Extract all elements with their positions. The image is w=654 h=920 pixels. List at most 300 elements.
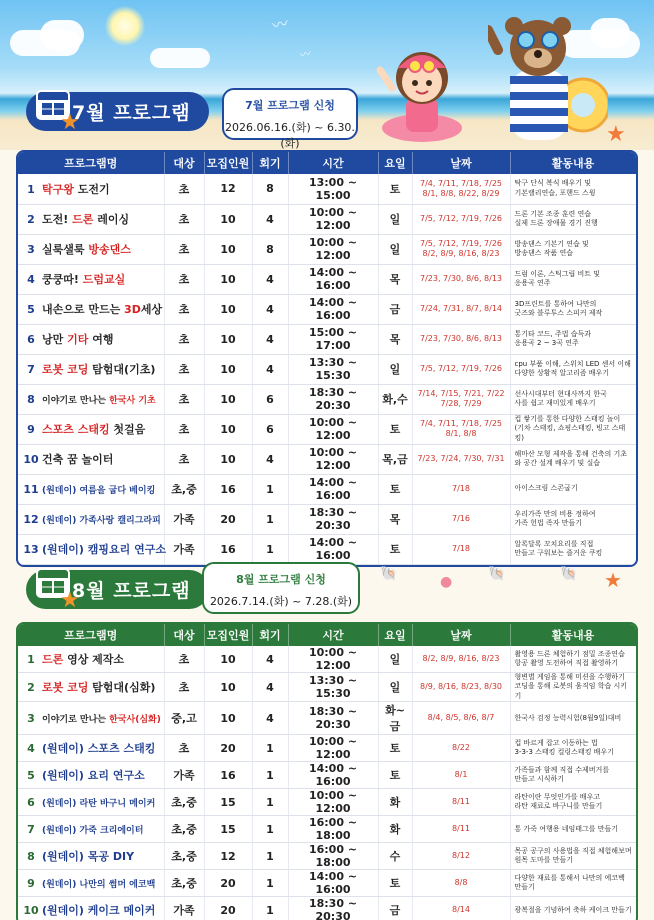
- activity-cell: 해마산 모형 제작을 통해 건축의 기초 와 공간 설계 배우기 및 실습: [510, 444, 636, 474]
- quota-cell: 10: [204, 444, 252, 474]
- activity-cell: 아이스크림 스콘굽기: [510, 474, 636, 504]
- time-cell: 14:00 ~ 16:00: [288, 264, 378, 294]
- seagull-icon: 〰: [270, 13, 291, 36]
- time-cell: 10:00 ~ 12:00: [288, 444, 378, 474]
- activity-cell: 알록달록 꼬치요리를 직접 만들고 구워보는 즐거운 쿠킹: [510, 534, 636, 564]
- target-cell: 초: [164, 673, 204, 702]
- table-header-row: [18, 152, 636, 174]
- activity-cell: 광복절을 기념하여 축하 케이크 만들기: [510, 897, 636, 920]
- dates-cell: 7/4, 7/11, 7/18, 7/25 8/1, 8/8, 8/22, 8/29: [412, 174, 510, 204]
- quota-cell: 16: [204, 762, 252, 789]
- row-number: 2: [27, 681, 35, 695]
- dates-cell: 8/1: [412, 762, 510, 789]
- seagull-icon: 〰: [298, 46, 313, 62]
- activity-cell: 방송댄스 기본기 연습 및 방송댄스 작품 연습: [510, 234, 636, 264]
- activity-cell: 가족들과 함께 직접 수제버거를 만들고 시식하기: [510, 762, 636, 789]
- table-row: [18, 354, 636, 384]
- day-cell: 토: [378, 474, 412, 504]
- table-row: [18, 897, 636, 920]
- dates-cell: 8/11: [412, 816, 510, 843]
- quota-cell: 16: [204, 534, 252, 564]
- day-cell: 목: [378, 324, 412, 354]
- program-name-cell: [18, 414, 164, 444]
- program-name-cell: [18, 789, 164, 816]
- target-cell: 초,중: [164, 816, 204, 843]
- program-name-cell: [18, 384, 164, 414]
- dates-cell: 8/4, 8/5, 8/6, 8/7: [412, 702, 510, 735]
- program-name-cell: [18, 870, 164, 897]
- dates-cell: 8/12: [412, 843, 510, 870]
- day-cell: 토: [378, 762, 412, 789]
- day-cell: 화: [378, 789, 412, 816]
- program-name-highlight: 한국사 기초: [109, 395, 156, 406]
- program-name-highlight: 3D: [124, 303, 141, 316]
- program-name-cell: [18, 673, 164, 702]
- sessions-cell: 1: [252, 897, 288, 920]
- table-row: [18, 204, 636, 234]
- target-cell: 중,고: [164, 702, 204, 735]
- column-header: 프로그램명: [18, 624, 164, 646]
- sessions-cell: 4: [252, 673, 288, 702]
- program-name-cell: [18, 897, 164, 920]
- day-cell: 일: [378, 354, 412, 384]
- activity-cell: 드럼 이론, 스틱그립 비트 및 응용곡 연주: [510, 264, 636, 294]
- july-program-table: [16, 150, 638, 567]
- quota-cell: 10: [204, 384, 252, 414]
- target-cell: 가족: [164, 534, 204, 564]
- program-name-text: (원데이) 가족사랑 캘리그라피: [42, 515, 161, 526]
- program-name-text: 실룩샐룩: [42, 243, 89, 256]
- column-header: 시간: [288, 152, 378, 174]
- program-name-highlight: 스포츠 스태킹: [42, 423, 110, 436]
- dates-cell: 8/8: [412, 870, 510, 897]
- program-name-text: 여행: [88, 333, 114, 346]
- program-name-text: (원데이) 라탄 바구니 메이커: [42, 798, 156, 809]
- column-header: 날짜: [412, 152, 510, 174]
- program-name-cell: [18, 816, 164, 843]
- dates-cell: 8/9, 8/16, 8/23, 8/30: [412, 673, 510, 702]
- program-name-text: (원데이) 가죽 크리에이터: [42, 825, 144, 836]
- program-name-text: 레이싱: [93, 213, 130, 226]
- shell-icon: 🐚: [380, 566, 398, 582]
- program-name-highlight: 한국사(심화): [109, 714, 161, 725]
- column-header: 대상: [164, 152, 204, 174]
- table-row: [18, 504, 636, 534]
- target-cell: 초: [164, 234, 204, 264]
- day-cell: 금: [378, 294, 412, 324]
- program-name-highlight: 로봇 코딩: [42, 681, 89, 695]
- table-row: [18, 444, 636, 474]
- day-cell: 토: [378, 174, 412, 204]
- activity-cell: 라탄이란 무엇인가를 배우고 라탄 재료로 바구니를 만들기: [510, 789, 636, 816]
- table-row: [18, 324, 636, 354]
- row-number: 8: [27, 392, 35, 406]
- sessions-cell: 4: [252, 354, 288, 384]
- quota-cell: 10: [204, 646, 252, 673]
- dates-cell: 7/5, 7/12, 7/19, 7/26: [412, 204, 510, 234]
- day-cell: 금: [378, 897, 412, 920]
- table-row: [18, 474, 636, 504]
- time-cell: 18:30 ~ 20:30: [288, 384, 378, 414]
- day-cell: 목,금: [378, 444, 412, 474]
- time-cell: 13:00 ~ 15:00: [288, 174, 378, 204]
- column-header: 활동내용: [510, 624, 636, 646]
- august-apply-period: 2026.7.14.(화) ~ 7.28.(화): [209, 595, 353, 608]
- program-name-cell: [18, 474, 164, 504]
- time-cell: 18:30 ~ 20:30: [288, 702, 378, 735]
- quota-cell: 20: [204, 504, 252, 534]
- sessions-cell: 1: [252, 843, 288, 870]
- dates-cell: 7/5, 7/12, 7/19, 7/26: [412, 354, 510, 384]
- dates-cell: 7/5, 7/12, 7/19, 7/26 8/2, 8/9, 8/16, 8/23: [412, 234, 510, 264]
- time-cell: 10:00 ~ 12:00: [288, 234, 378, 264]
- table-row: [18, 646, 636, 673]
- program-name-text: (원데이) 요리 연구소: [42, 769, 145, 783]
- target-cell: 초: [164, 354, 204, 384]
- program-name-cell: [18, 534, 164, 564]
- august-title: 8월 프로그램: [26, 570, 209, 609]
- column-header: 시간: [288, 624, 378, 646]
- row-number: 13: [23, 543, 39, 556]
- sessions-cell: 1: [252, 735, 288, 762]
- quota-cell: 20: [204, 870, 252, 897]
- program-name-highlight: 드럼교실: [82, 273, 126, 286]
- table-row: [18, 673, 636, 702]
- day-cell: 일: [378, 673, 412, 702]
- activity-cell: 컵 바르게 잡고 이동하는 법 3-3-3 스태킹 컬링스태킹 배우기: [510, 735, 636, 762]
- time-cell: 10:00 ~ 12:00: [288, 414, 378, 444]
- program-name-cell: [18, 204, 164, 234]
- sessions-cell: 4: [252, 204, 288, 234]
- sessions-cell: 4: [252, 702, 288, 735]
- sessions-cell: 8: [252, 174, 288, 204]
- program-name-text: 탐험대(심화): [88, 681, 156, 695]
- quota-cell: 10: [204, 354, 252, 384]
- dates-cell: 8/2, 8/9, 8/16, 8/23: [412, 646, 510, 673]
- program-name-text: (원데이) 캠핑요리 연구소: [42, 543, 166, 556]
- activity-cell: 3D프린트를 통하여 나만의 굿즈와 블루투스 스피커 제작: [510, 294, 636, 324]
- column-header: 회기: [252, 624, 288, 646]
- time-cell: 14:00 ~ 16:00: [288, 294, 378, 324]
- cloud-icon: [150, 48, 210, 68]
- bear-character-icon: [488, 10, 608, 150]
- time-cell: 14:00 ~ 16:00: [288, 474, 378, 504]
- program-name-cell: [18, 843, 164, 870]
- sessions-cell: 4: [252, 294, 288, 324]
- table-row: [18, 294, 636, 324]
- program-name-highlight: 로봇 코딩: [42, 363, 89, 376]
- program-name-text: 탐험대(기초): [88, 363, 156, 376]
- target-cell: 초: [164, 384, 204, 414]
- shell-icon: ●: [440, 574, 453, 590]
- time-cell: 10:00 ~ 12:00: [288, 789, 378, 816]
- program-name-cell: [18, 174, 164, 204]
- activity-cell: 드론 기본 조종 훈련 연습 실제 드론 장애물 경기 진행: [510, 204, 636, 234]
- day-cell: 일: [378, 234, 412, 264]
- target-cell: 초,중: [164, 789, 204, 816]
- target-cell: 초: [164, 264, 204, 294]
- program-name-text: (원데이) 나만의 썸머 에코백: [42, 879, 156, 890]
- quota-cell: 10: [204, 204, 252, 234]
- dates-cell: 7/23, 7/30, 8/6, 8/13: [412, 264, 510, 294]
- program-name-text: 영상 제작소: [63, 653, 125, 666]
- program-name-text: 세상: [140, 303, 163, 316]
- program-name-text: (원데이) 여름을 굽다 베이킹: [42, 485, 156, 496]
- row-number: 1: [27, 182, 35, 196]
- dates-cell: 7/4, 7/11, 7/18, 7/25 8/1, 8/8: [412, 414, 510, 444]
- time-cell: 14:00 ~ 16:00: [288, 762, 378, 789]
- time-cell: 18:30 ~ 20:30: [288, 897, 378, 920]
- program-name-cell: [18, 324, 164, 354]
- activity-cell: 한국사 검정 능력시험(8월9일)대비: [510, 702, 636, 735]
- time-cell: 18:30 ~ 20:30: [288, 504, 378, 534]
- row-number: 3: [27, 243, 35, 256]
- time-cell: 10:00 ~ 12:00: [288, 735, 378, 762]
- dates-cell: 7/23, 7/24, 7/30, 7/31: [412, 444, 510, 474]
- quota-cell: 15: [204, 789, 252, 816]
- day-cell: 일: [378, 646, 412, 673]
- program-name-highlight: 기타: [67, 333, 89, 346]
- target-cell: 초,중: [164, 474, 204, 504]
- activity-cell: 우리가족 만의 비용 정하여 가족 헌법 족자 만들기: [510, 504, 636, 534]
- row-number: 10: [23, 453, 39, 466]
- row-number: 4: [27, 273, 35, 286]
- table-row: [18, 414, 636, 444]
- target-cell: 초: [164, 174, 204, 204]
- sessions-cell: 1: [252, 870, 288, 897]
- table-row: [18, 789, 636, 816]
- time-cell: 16:00 ~ 18:00: [288, 843, 378, 870]
- activity-cell: 목공 공구의 사용법을 직접 체험해보며 원목 도마를 만들기: [510, 843, 636, 870]
- quota-cell: 10: [204, 234, 252, 264]
- table-row: [18, 870, 636, 897]
- time-cell: 16:00 ~ 18:00: [288, 816, 378, 843]
- day-cell: 토: [378, 735, 412, 762]
- sessions-cell: 1: [252, 762, 288, 789]
- quota-cell: 10: [204, 324, 252, 354]
- column-header: 활동내용: [510, 152, 636, 174]
- quota-cell: 10: [204, 294, 252, 324]
- quota-cell: 12: [204, 174, 252, 204]
- dates-cell: 8/11: [412, 789, 510, 816]
- day-cell: 화~금: [378, 702, 412, 735]
- table-row: [18, 234, 636, 264]
- day-cell: 일: [378, 204, 412, 234]
- column-header: 프로그램명: [18, 152, 164, 174]
- target-cell: 초,중: [164, 870, 204, 897]
- activity-cell: 컵 쌓기를 통한 다양한 스태킹 놀이 (기차 스태킹, 쇼핑스태킹, 빙고 스태킹): [510, 414, 636, 444]
- target-cell: 가족: [164, 504, 204, 534]
- program-name-cell: [18, 264, 164, 294]
- quota-cell: 10: [204, 673, 252, 702]
- quota-cell: 10: [204, 414, 252, 444]
- table-row: [18, 843, 636, 870]
- august-program-table: [16, 622, 638, 920]
- target-cell: 초: [164, 414, 204, 444]
- row-number: 2: [27, 213, 35, 226]
- sessions-cell: 6: [252, 414, 288, 444]
- activity-cell: 통기타 코드, 주법 습득과 응용곡 2 ~ 3곡 연주: [510, 324, 636, 354]
- row-number: 3: [27, 711, 35, 725]
- row-number: 1: [27, 653, 35, 666]
- target-cell: 초: [164, 646, 204, 673]
- row-number: 6: [27, 333, 35, 346]
- dates-cell: 8/14: [412, 897, 510, 920]
- day-cell: 화,수: [378, 384, 412, 414]
- program-name-highlight: 탁구왕: [42, 182, 74, 196]
- program-name-cell: [18, 735, 164, 762]
- sessions-cell: 8: [252, 234, 288, 264]
- row-number: 4: [27, 742, 35, 756]
- row-number: 10: [23, 904, 39, 918]
- row-number: 6: [27, 795, 35, 809]
- time-cell: 13:30 ~ 15:30: [288, 354, 378, 384]
- july-apply-period: 2026.06.16.(화) ~ 6.30.(화): [225, 121, 355, 150]
- program-name-text: (원데이) 케이크 메이커: [42, 904, 156, 918]
- time-cell: 14:00 ~ 16:00: [288, 870, 378, 897]
- table-header-row: [18, 624, 636, 646]
- table-row: [18, 264, 636, 294]
- row-number: 9: [27, 423, 35, 436]
- july-title: 7월 프로그램: [26, 92, 209, 131]
- girl-character-icon: [372, 28, 472, 150]
- day-cell: 목: [378, 264, 412, 294]
- program-name-text: 도전!: [42, 213, 73, 226]
- row-number: 5: [27, 769, 35, 783]
- program-name-cell: [18, 762, 164, 789]
- dates-cell: 7/23, 7/30, 8/6, 8/13: [412, 324, 510, 354]
- sun-icon: [105, 6, 145, 46]
- time-cell: 14:00 ~ 16:00: [288, 534, 378, 564]
- time-cell: 10:00 ~ 12:00: [288, 204, 378, 234]
- program-name-text: (원데이) 스포츠 스태킹: [42, 742, 156, 756]
- program-name-cell: [18, 646, 164, 673]
- dates-cell: 8/22: [412, 735, 510, 762]
- day-cell: 토: [378, 534, 412, 564]
- program-name-text: 도전기: [73, 182, 110, 196]
- activity-cell: 탁구 단식 복식 배우기 및 기본랠리연습, 포핸드 스윙: [510, 174, 636, 204]
- quota-cell: 20: [204, 897, 252, 920]
- target-cell: 초,중: [164, 843, 204, 870]
- activity-cell: 촬영용 드론 체험하기 점밀 조종연습 항공 촬영 도전하여 직접 촬영하기: [510, 646, 636, 673]
- row-number: 7: [27, 822, 35, 836]
- table-row: [18, 762, 636, 789]
- quota-cell: 20: [204, 735, 252, 762]
- day-cell: 토: [378, 414, 412, 444]
- row-number: 5: [27, 303, 35, 316]
- target-cell: 가족: [164, 762, 204, 789]
- table-row: [18, 174, 636, 204]
- program-name-text: 이야기로 만나는: [42, 395, 110, 406]
- sessions-cell: 1: [252, 474, 288, 504]
- activity-cell: 통 가죽 여행용 네임태그를 만들기: [510, 816, 636, 843]
- target-cell: 초: [164, 444, 204, 474]
- row-number: 12: [23, 512, 39, 526]
- dates-cell: 7/18: [412, 534, 510, 564]
- time-cell: 13:30 ~ 15:30: [288, 673, 378, 702]
- activity-cell: 선사시대부터 현대사까지 한국 사를 쉽고 재미있게 배우기: [510, 384, 636, 414]
- column-header: 모집인원: [204, 624, 252, 646]
- sessions-cell: 1: [252, 534, 288, 564]
- program-name-cell: [18, 354, 164, 384]
- dates-cell: 7/18: [412, 474, 510, 504]
- sessions-cell: 6: [252, 384, 288, 414]
- program-name-cell: [18, 444, 164, 474]
- quota-cell: 10: [204, 702, 252, 735]
- program-name-highlight: 방송댄스: [88, 243, 131, 256]
- time-cell: 10:00 ~ 12:00: [288, 646, 378, 673]
- program-name-text: 이야기로 만나는: [42, 714, 110, 725]
- table-row: [18, 735, 636, 762]
- row-number: 7: [27, 363, 35, 376]
- program-name-text: 첫걸음: [109, 423, 146, 436]
- column-header: 요일: [378, 624, 412, 646]
- starfish-icon: ★: [606, 122, 626, 147]
- activity-cell: 다양한 재료를 통해서 나만의 에코백 만들기: [510, 870, 636, 897]
- star-icon: ★: [60, 588, 80, 613]
- program-name-text: 내손으로 만드는: [42, 303, 125, 316]
- dates-cell: 7/24, 7/31, 8/7, 8/14: [412, 294, 510, 324]
- column-header: 회기: [252, 152, 288, 174]
- program-name-text: (원데이) 목공 DIY: [42, 850, 135, 864]
- quota-cell: 15: [204, 816, 252, 843]
- table-row: [18, 534, 636, 564]
- program-name-cell: [18, 702, 164, 735]
- dates-cell: 7/14, 7/15, 7/21, 7/22 7/28, 7/29: [412, 384, 510, 414]
- day-cell: 수: [378, 843, 412, 870]
- activity-cell: 형변별 게임을 통해 미션을 수행하기 코딩을 통해 로봇의 움직임 학습 시키기: [510, 673, 636, 702]
- program-name-text: 낭만: [42, 333, 68, 346]
- quota-cell: 10: [204, 264, 252, 294]
- sessions-cell: 1: [252, 816, 288, 843]
- quota-cell: 16: [204, 474, 252, 504]
- july-apply-box: [222, 88, 358, 150]
- row-number: 11: [23, 482, 39, 496]
- column-header: 대상: [164, 624, 204, 646]
- sessions-cell: 4: [252, 264, 288, 294]
- august-apply-label: 8월 프로그램 신청: [236, 573, 326, 586]
- target-cell: 초: [164, 324, 204, 354]
- sessions-cell: 4: [252, 444, 288, 474]
- shell-icon: 🐚: [560, 566, 578, 582]
- column-header: 모집인원: [204, 152, 252, 174]
- target-cell: 초: [164, 204, 204, 234]
- column-header: 날짜: [412, 624, 510, 646]
- starfish-icon: ★: [604, 568, 622, 592]
- table-row: [18, 384, 636, 414]
- program-name-highlight: 드론: [42, 653, 64, 666]
- july-apply-label: 7월 프로그램 신청: [245, 99, 335, 112]
- sessions-cell: 4: [252, 646, 288, 673]
- target-cell: 초: [164, 735, 204, 762]
- august-apply-box: [202, 562, 360, 614]
- program-name-text: 쿵쿵따!: [42, 273, 83, 286]
- row-number: 9: [27, 876, 35, 890]
- row-number: 8: [27, 850, 35, 864]
- sessions-cell: 1: [252, 789, 288, 816]
- column-header: 요일: [378, 152, 412, 174]
- time-cell: 15:00 ~ 17:00: [288, 324, 378, 354]
- target-cell: 가족: [164, 897, 204, 920]
- star-icon: ★: [60, 110, 80, 135]
- activity-cell: cpu 부품 이해, 스위치 LED 센서 이해 다양한 상황적 알고리즘 배우기: [510, 354, 636, 384]
- cloud-icon: [40, 20, 84, 50]
- program-name-cell: [18, 234, 164, 264]
- program-name-highlight: 드론: [72, 213, 94, 226]
- day-cell: 목: [378, 504, 412, 534]
- sessions-cell: 1: [252, 504, 288, 534]
- day-cell: 화: [378, 816, 412, 843]
